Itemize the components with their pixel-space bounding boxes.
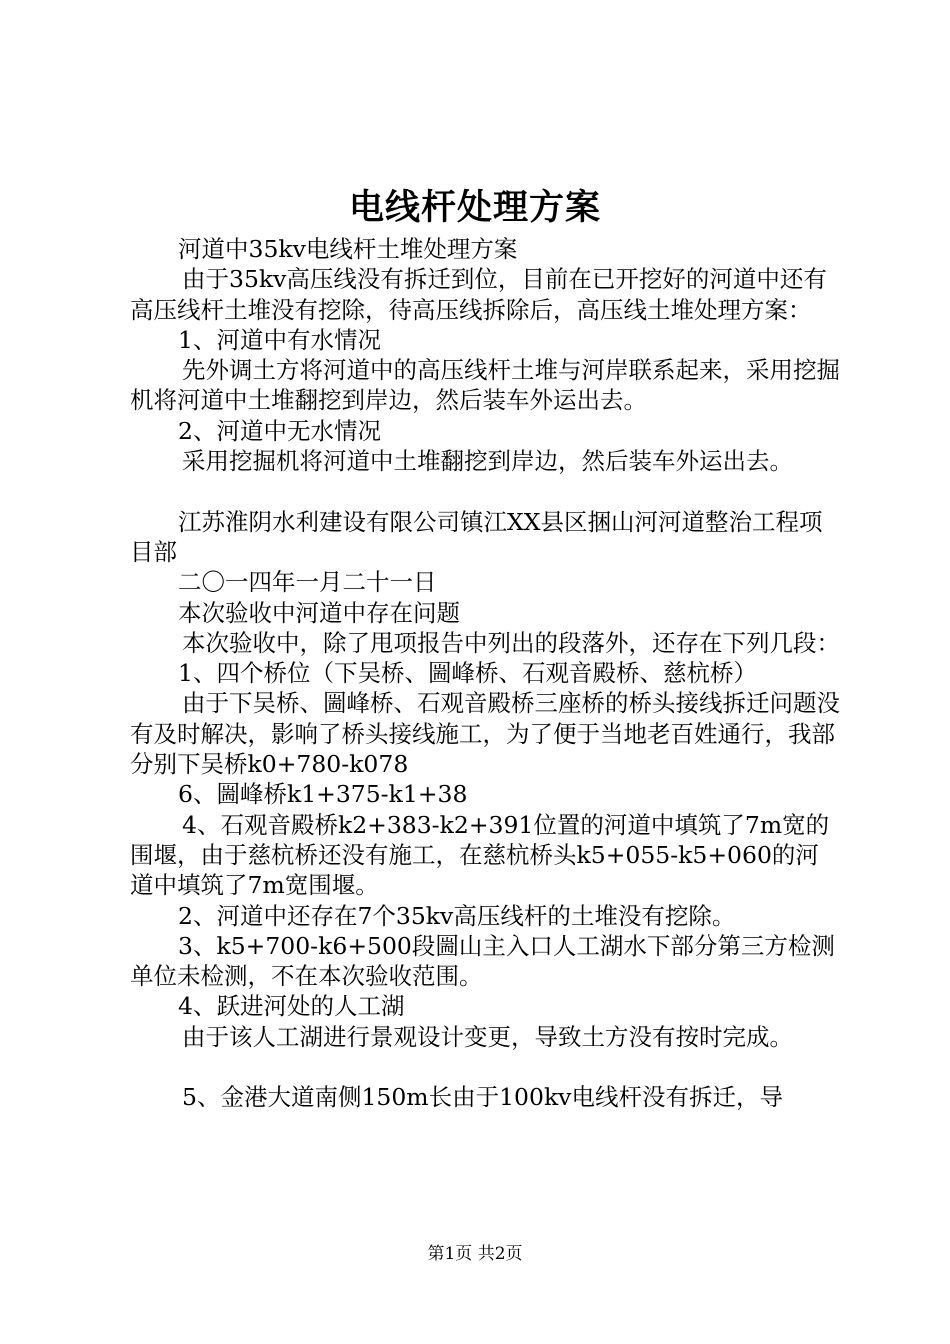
paragraph: 3、k5+700-k6+500段圌山主入口人工湖水下部分第三方检测单位未检测，不在本次验收范围。 <box>130 931 835 991</box>
paragraph: 4、石观音殿桥k2+383-k2+391位置的河道中填筑了7m宽的围堰，由于慈杭桥还没有施工，在慈杭桥头k5+055-k5+060的河道中填筑了7m宽围堰。 <box>130 810 830 900</box>
blank-line <box>130 476 840 506</box>
paragraph: 1、四个桥位（下吴桥、圌峰桥、石观音殿桥、慈杭桥） <box>178 659 757 688</box>
paragraph: 4、跃进河处的人工湖 <box>178 992 405 1021</box>
paragraph: 河道中35kv电线杆土堆处理方案 <box>178 235 518 263</box>
paragraph: 1、河道中有水情况 <box>178 325 381 354</box>
document-title: 电线杆处理方案 <box>348 188 601 228</box>
blank-line <box>130 1052 840 1082</box>
paragraph: 采用挖掘机将河道中土堆翻挖到岸边，然后装车外运出去。 <box>182 447 793 476</box>
paragraph: 本次验收中，除了甩项报告中列出的段落外，还存在下列几段： <box>182 628 840 657</box>
paragraph: 由于该人工湖进行景观设计变更，导致土方没有按时完成。 <box>182 1022 793 1051</box>
paragraph: 2、河道中还存在7个35kv高压线杆的土堆没有挖除。 <box>178 901 736 930</box>
paragraph: 6、圌峰桥k1+375-k1+38 <box>178 780 468 809</box>
paragraph: 本次验收中河道中存在问题 <box>178 598 460 627</box>
paragraph: 江苏淮阴水利建设有限公司镇江XX县区捆山河河道整治工程项目部 <box>130 507 823 566</box>
page-footer: 第1页 共2页 <box>427 1244 523 1264</box>
paragraph: 5、金港大道南侧150m长由于100kv电线杆没有拆迁，导 <box>182 1083 783 1112</box>
paragraph: 由于下吴桥、圌峰桥、石观音殿桥三座桥的桥头接线拆迁问题没有及时解决，影响了桥头接线施工，为了便于当地老百姓通行，我部分别下吴桥k0+780-k078 <box>130 689 840 779</box>
paragraph: 二〇一四年一月二十一日 <box>178 568 437 597</box>
paragraph: 先外调土方将河道中的高压线杆土堆与河岸联系起来，采用挖掘机将河道中土堆翻挖到岸边，然后装车外运出去。 <box>130 356 840 415</box>
paragraph: 2、河道中无水情况 <box>178 416 381 445</box>
paragraph: 由于35kv高压线没有拆迁到位，目前在已开挖好的河道中还有高压线杆土堆没有挖除，待高压线拆除后，高压线土堆处理方案： <box>130 265 827 324</box>
document-body <box>130 234 840 1113</box>
